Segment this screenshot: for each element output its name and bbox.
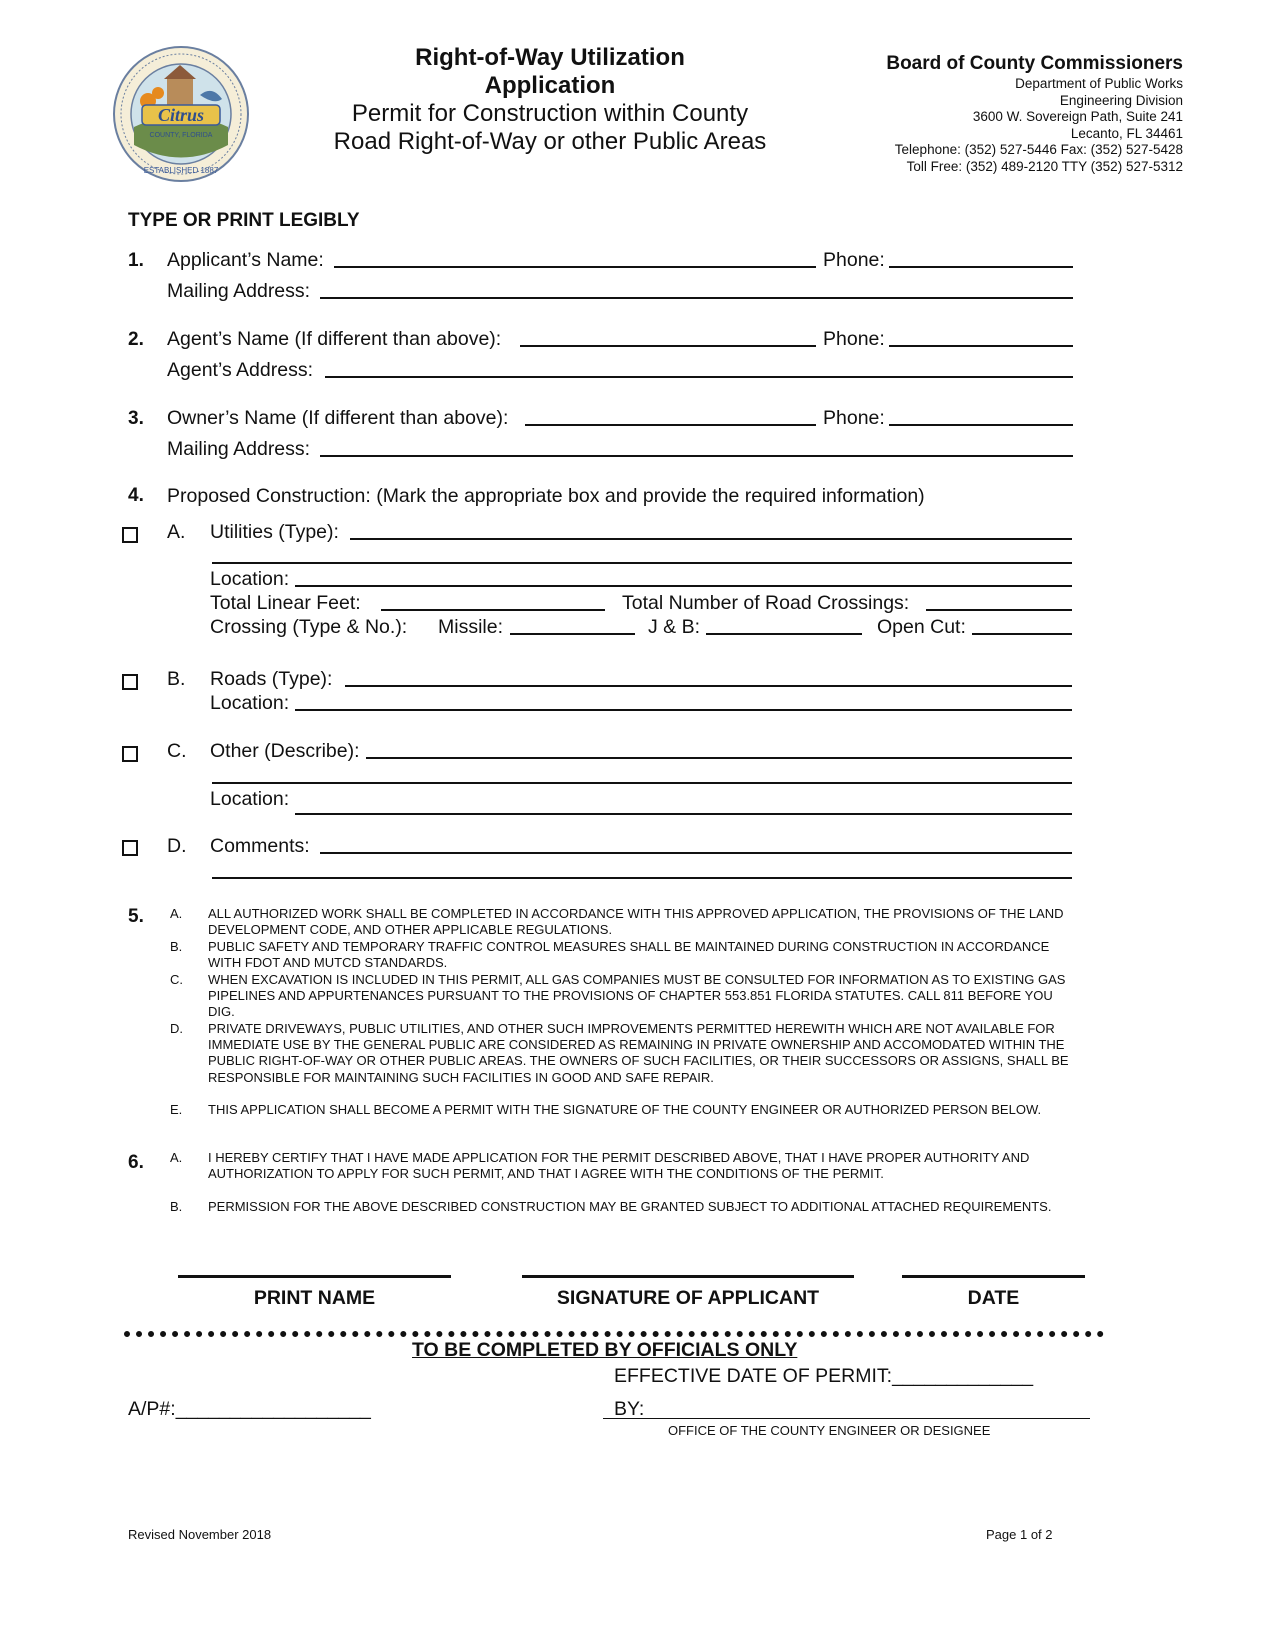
- roads-type-label: Roads (Type):: [210, 668, 333, 690]
- applicant-phone-field[interactable]: [889, 266, 1073, 268]
- roads-letter: B.: [167, 668, 186, 690]
- road-crossings-label: Total Number of Road Crossings:: [622, 592, 910, 614]
- condition-letter: D.: [170, 1021, 183, 1036]
- section-2-number: 2.: [128, 329, 144, 350]
- total-linear-feet-label: Total Linear Feet:: [210, 592, 361, 614]
- agent-address-field[interactable]: [325, 376, 1073, 378]
- utilities-type-label: Utilities (Type):: [210, 521, 339, 543]
- agent-phone-field[interactable]: [889, 345, 1073, 347]
- certification-letter: B.: [170, 1199, 183, 1214]
- signature-label: SIGNATURE OF APPLICANT: [556, 1287, 820, 1309]
- open-cut-label: Open Cut:: [877, 616, 966, 638]
- board-division: Engineering Division: [1059, 92, 1183, 108]
- condition-text: PUBLIC SAFETY AND TEMPORARY TRAFFIC CONTROL MEASURES SHALL BE MAINTAINED DURING CONSTRUCTION IN ACCORDANCE WITH FDOT AND MUTCD STANDARDS.: [208, 939, 1050, 971]
- utilities-location-label: Location:: [210, 568, 290, 590]
- instruction-heading: TYPE OR PRINT LEGIBLY: [128, 210, 360, 231]
- by-label: BY:: [614, 1398, 645, 1420]
- road-crossings-field[interactable]: [926, 609, 1072, 611]
- board-tollfree: Toll Free: (352) 489-2120 TTY (352) 527-5312: [906, 158, 1183, 174]
- utilities-type-field[interactable]: [350, 538, 1072, 540]
- applicant-name-field[interactable]: [334, 266, 816, 268]
- print-name-field[interactable]: [178, 1275, 451, 1278]
- section-6-number: 6.: [128, 1152, 144, 1173]
- missile-label: Missile:: [438, 616, 504, 638]
- section-4-number: 4.: [128, 485, 144, 506]
- certification-letter: A.: [170, 1150, 183, 1165]
- revision-date: Revised November 2018: [128, 1527, 272, 1542]
- section-1-number: 1.: [128, 250, 144, 271]
- seal-established: ESTABLISHED 1887: [143, 166, 219, 175]
- utilities-checkbox[interactable]: [122, 527, 138, 543]
- roads-checkbox[interactable]: [122, 674, 138, 690]
- owner-address-label: Mailing Address:: [167, 438, 311, 460]
- condition-text: THIS APPLICATION SHALL BECOME A PERMIT WITH THE SIGNATURE OF THE COUNTY ENGINEER OR AUTHORIZED PERSON BELOW.: [208, 1102, 1042, 1117]
- comments-label: Comments:: [210, 835, 310, 857]
- signature-field[interactable]: [522, 1275, 854, 1278]
- owner-name-label: Owner’s Name (If different than above):: [167, 407, 509, 429]
- comments-field-line-2[interactable]: [212, 877, 1072, 879]
- other-location-field[interactable]: [295, 813, 1072, 815]
- proposed-construction-intro: Proposed Construction: (Mark the appropriate box and provide the required information): [167, 485, 925, 507]
- officials-heading: TO BE COMPLETED BY OFFICIALS ONLY: [412, 1339, 798, 1361]
- officials-divider: [124, 1331, 1104, 1337]
- utilities-letter: A.: [167, 521, 186, 543]
- section-3-number: 3.: [128, 408, 144, 429]
- agent-name-field[interactable]: [520, 345, 816, 347]
- form-title-block: [310, 44, 790, 156]
- roads-type-field[interactable]: [345, 685, 1072, 687]
- board-street: 3600 W. Sovereign Path, Suite 241: [972, 109, 1183, 124]
- jb-label: J & B:: [648, 616, 701, 638]
- condition-text: WHEN EXCAVATION IS INCLUDED IN THIS PERMIT, ALL GAS COMPANIES MUST BE CONSULTED FOR INFORMATION AS TO EXISTING GAS PIPELINES AND APPURTENANCES PURSUANT TO THE PROVISIONS OF CHAPTER 553.851 FLORIDA STATUTES. CALL 811 BEFORE YOU DIG.: [208, 972, 1066, 1020]
- owner-phone-field[interactable]: [889, 424, 1073, 426]
- subtitle-line-1: Permit for Construction within County: [351, 100, 749, 127]
- condition-letter: E.: [170, 1102, 183, 1117]
- agent-address-label: Agent’s Address:: [167, 359, 313, 381]
- utilities-location-field[interactable]: [295, 585, 1072, 587]
- page-number: Page 1 of 2: [986, 1527, 1053, 1542]
- section-5-number: 5.: [128, 906, 144, 927]
- county-seal: [112, 45, 250, 183]
- agent-name-label: Agent’s Name (If different than above):: [167, 328, 502, 350]
- engineer-office-label: OFFICE OF THE COUNTY ENGINEER OR DESIGNEE: [668, 1423, 991, 1438]
- condition-text: ALL AUTHORIZED WORK SHALL BE COMPLETED IN ACCORDANCE WITH THIS APPROVED APPLICATION, THE PROVISIONS OF THE LAND DEVELOPMENT CODE, AND OTHER APPLICABLE REGULATIONS.: [208, 906, 1064, 938]
- jb-field[interactable]: [706, 633, 862, 635]
- other-describe-label: Other (Describe):: [210, 740, 360, 762]
- board-telephone: Telephone: (352) 527-5446 Fax: (352) 527-5428: [894, 142, 1183, 157]
- owner-phone-label: Phone:: [823, 407, 885, 429]
- board-address-block: [886, 52, 1183, 175]
- applicant-phone-label: Phone:: [823, 249, 885, 271]
- certification-text: PERMISSION FOR THE ABOVE DESCRIBED CONSTRUCTION MAY BE GRANTED SUBJECT TO ADDITIONAL ATTACHED REQUIREMENTS.: [208, 1199, 1052, 1214]
- certification-text: I HEREBY CERTIFY THAT I HAVE MADE APPLICATION FOR THE PERMIT DESCRIBED ABOVE, THAT I HAVE PROPER AUTHORITY AND AUTHORIZATION TO APPLY FOR SUCH PERMIT, AND THAT I AGREE WITH THE CONDITIONS OF THE PERMIT.: [208, 1150, 1030, 1182]
- other-describe-field[interactable]: [366, 757, 1072, 759]
- comments-field[interactable]: [320, 852, 1072, 854]
- other-letter: C.: [167, 740, 187, 762]
- agent-phone-label: Phone:: [823, 328, 885, 350]
- other-checkbox[interactable]: [122, 746, 138, 762]
- missile-field[interactable]: [510, 633, 635, 635]
- other-describe-field-line-2[interactable]: [212, 782, 1072, 784]
- date-label: DATE: [967, 1287, 1020, 1309]
- roads-location-field[interactable]: [295, 709, 1072, 711]
- total-linear-feet-field[interactable]: [381, 609, 605, 611]
- crossing-type-label: Crossing (Type & No.):: [210, 616, 408, 638]
- board-name: Board of County Commissioners: [886, 53, 1183, 74]
- condition-letter: A.: [170, 906, 183, 921]
- seal-county: COUNTY, FLORIDA: [149, 132, 213, 139]
- subtitle-line-2: Road Right-of-Way or other Public Areas: [333, 128, 767, 155]
- title-line-1: Right-of-Way Utilization: [415, 44, 685, 71]
- date-field[interactable]: [902, 1275, 1085, 1278]
- print-name-label: PRINT NAME: [253, 1287, 376, 1309]
- utilities-type-field-line-2[interactable]: [212, 562, 1072, 564]
- ap-number-label[interactable]: A/P#:__________________: [128, 1398, 371, 1420]
- other-location-label: Location:: [210, 788, 290, 810]
- condition-text: PRIVATE DRIVEWAYS, PUBLIC UTILITIES, AND OTHER SUCH IMPROVEMENTS PERMITTED HEREWITH WHICH ARE NOT AVAILABLE FOR IMMEDIATE USE BY THE GENERAL PUBLIC ARE CONSIDERED AS REMAINING IN PRIVATE OWNERSHIP AND ACCOMODATED WITHIN THE PUBLIC RIGHT-OF-WAY OR OTHER PUBLIC AREAS. THE OWNERS OF SUCH FACILITIES, OR THEIR SUCCESSORS OR ASSIGNS, SHALL BE RESPONSIBLE FOR MAINTAINING SUCH FACILITIES IN GOOD AND SAFE REPAIR.: [208, 1021, 1069, 1085]
- open-cut-field[interactable]: [972, 633, 1072, 635]
- applicant-name-label: Applicant’s Name:: [167, 249, 324, 271]
- applicant-address-label: Mailing Address:: [167, 280, 311, 302]
- effective-date-label[interactable]: EFFECTIVE DATE OF PERMIT:_____________: [614, 1365, 1034, 1387]
- owner-address-field[interactable]: [320, 455, 1073, 457]
- title-line-2: Application: [484, 72, 616, 99]
- board-city: Lecanto, FL 34461: [1070, 125, 1183, 141]
- comments-checkbox[interactable]: [122, 840, 138, 856]
- applicant-address-field[interactable]: [320, 297, 1073, 299]
- condition-letter: B.: [170, 939, 183, 954]
- seal-title: Citrus: [157, 105, 205, 125]
- owner-name-field[interactable]: [525, 424, 816, 426]
- board-dept: Department of Public Works: [1015, 76, 1183, 91]
- engineer-signature-field[interactable]: [603, 1418, 1090, 1419]
- condition-letter: C.: [170, 972, 183, 987]
- comments-letter: D.: [167, 835, 187, 857]
- roads-location-label: Location:: [210, 692, 290, 714]
